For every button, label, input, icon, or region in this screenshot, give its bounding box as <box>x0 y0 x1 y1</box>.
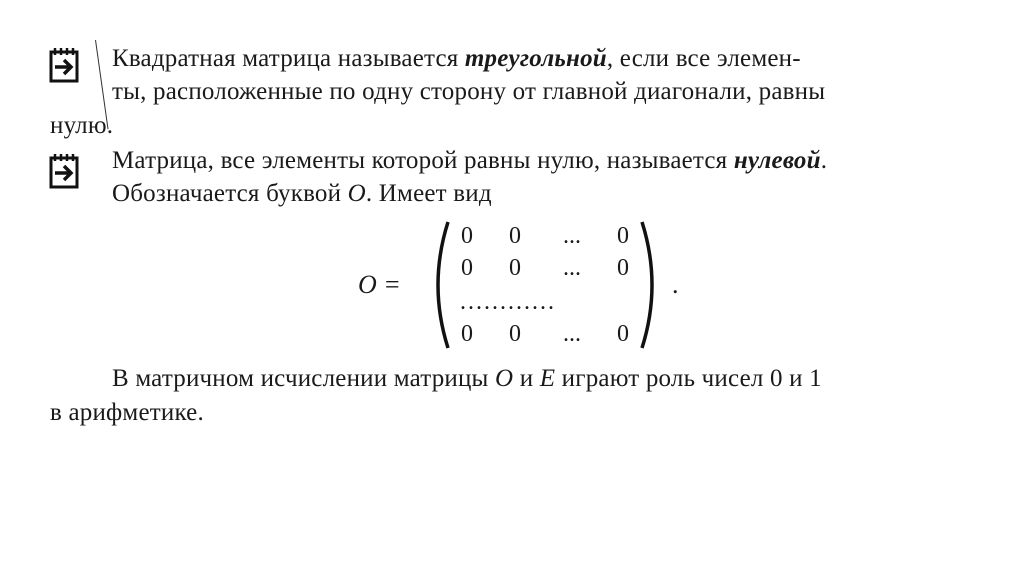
matrix-cell: 0 <box>461 321 473 347</box>
definition-1-line-1: Квадратная матрица называется треугольной, если все элемен- <box>112 45 801 72</box>
conclusion-line-2: в арифметике. <box>50 399 204 426</box>
definition-1-line-3: нулю. <box>50 112 114 139</box>
matrix-period: . <box>672 270 679 299</box>
matrix-cell: 0 <box>509 321 521 347</box>
matrix-cell: 0 <box>617 321 629 347</box>
definition-notepad-icon <box>48 152 82 190</box>
definition-notepad-icon <box>48 46 82 84</box>
matrix-dotted-row: ............ <box>460 289 556 315</box>
matrix-cell-ellipsis: ... <box>563 255 581 281</box>
term-zero: нулевой <box>733 147 821 174</box>
symbol-o: O <box>347 180 366 207</box>
conclusion-line-1: В матричном исчислении матрицы O и E играют роль чисел 0 и 1 <box>112 365 822 392</box>
matrix-cell: 0 <box>617 223 629 249</box>
matrix-cell: 0 <box>509 255 521 281</box>
definition-2-line-2: Обозначается буквой O. Имеет вид <box>112 180 492 207</box>
definition-1-line-2: ты, расположенные по одну сторону от главной диагонали, равны <box>112 78 826 105</box>
left-parenthesis <box>424 220 454 350</box>
matrix-cell: 0 <box>461 223 473 249</box>
matrix-cell-ellipsis: ... <box>563 321 581 347</box>
matrix-cell: 0 <box>461 255 473 281</box>
matrix-cell: 0 <box>509 223 521 249</box>
term-triangular: треугольной <box>464 45 607 72</box>
symbol-o: O <box>495 365 514 392</box>
matrix-label: O = <box>358 270 401 299</box>
matrix-cell-ellipsis: ... <box>563 223 581 249</box>
right-parenthesis <box>636 220 666 350</box>
symbol-e: E <box>539 365 556 392</box>
matrix-cell: 0 <box>617 255 629 281</box>
definition-2-line-1: Матрица, все элементы которой равны нулю, называется нулевой. <box>112 147 828 174</box>
